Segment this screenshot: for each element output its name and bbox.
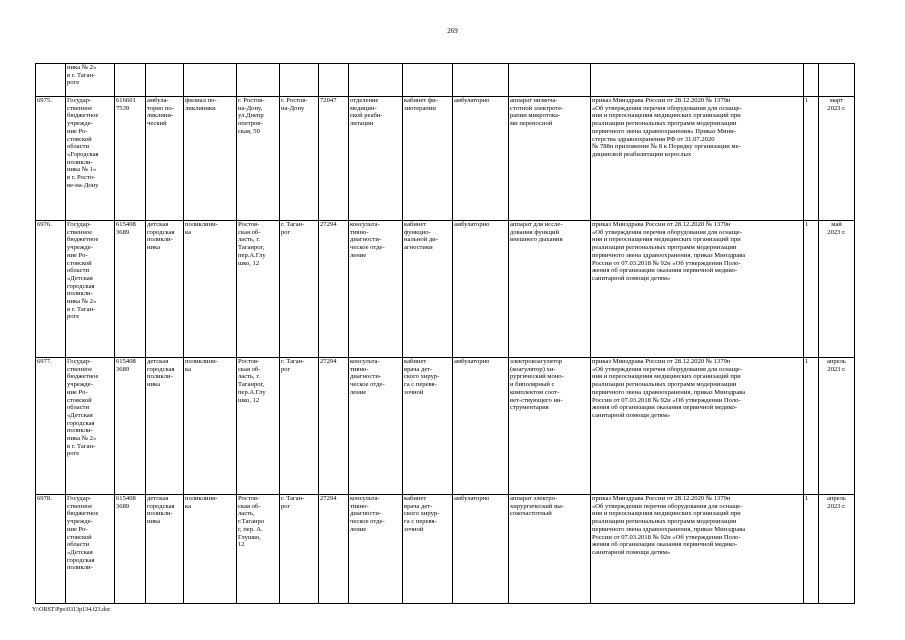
table-row (36, 358, 855, 495)
cell-index: 6976. (36, 221, 66, 358)
cell-equipment: аппарат электро- хирургический вы- сокочастотный (509, 495, 591, 604)
cell-legal-basis: приказ Минздрава России от 28.12.2020 № 1379н «Об утверждения перечня оборудования для оснаще- ния и переоснащения медицинских организаций при реализации региональных программ модернизации первичного звена здравоохранения» Приказ Мини- стерства здравоохранения РФ от 31.07.2020 № 788н приложение № 8 к Порядку организации ме- дицинской реабилитации взрослых (591, 97, 804, 221)
cell-city: г. Таган- рог (280, 495, 319, 604)
cell-department: консульта- тивно- диагности- ческое отде- ление (349, 358, 403, 495)
cell-date: апрель 2023 г. (819, 358, 855, 495)
cell-care-type: детская городская поликли- ника (146, 495, 184, 604)
cell-conditions: амбулаторно (453, 358, 509, 495)
cell-subdivision: поликлини- ка (184, 358, 237, 495)
cell-legal-basis: приказ Минздрава России от 28.12.2020 № 1379н «Об утверждении перечня оборудования для оснаще- ния и переоснащения медицинских организаций при реализации региональных программ модернизации первичного звена здравоохранения, приказ Минздрава России от 07.03.2018 № 92н «Об утверждении Поло- жения об организации оказания первичной медико- санитарной помощи детям» (591, 495, 804, 604)
cell-inn: 615408 3689 (115, 358, 146, 495)
table-row-continuation (36, 64, 855, 97)
cell-legal-basis: приказ Минздрава России от 28.12.2020 № 1379н «Об утверждения перечня оборудования для оснаще- ния и переоснащения медицинских организаций при реализации региональных программ модернизации первичного звена здравоохранения, приказ Минздрава России от 07.03.2018 № 92н «Об утверждении Поло- жения об организации оказания первичной медико- санитарной помощи детям» (591, 358, 804, 495)
page-number: 269 (447, 27, 458, 35)
cell-room: кабинет врача дет- ского хирур- га с перевя- зочной (403, 358, 453, 495)
cell-code: 27294 (319, 495, 349, 604)
cell-equipment: электрокоагулятор (коагулятор) хи- рургический моно- и биполярный с комплектом соот- вет-ствующего ин- струментария (509, 358, 591, 495)
cell-address: Ростов- ская об- ласть, г.Таганро г, пер. А. Глушко, 12 (237, 495, 280, 604)
cell-care-type: детская городская поликли- ника (146, 358, 184, 495)
cell-department: консульта- тивно- диагности- ческое отде- ление (349, 221, 403, 358)
cell-address: г. Ростов- на-Дону, ул.Днепр опетров- ская, 50 (237, 97, 280, 221)
cell-date: апрель 2023 г. (819, 495, 855, 604)
table-row (36, 97, 855, 221)
cell-address: Ростов- ская об- ласть, г. Таганрог, пер.А.Глу шко, 12 (237, 221, 280, 358)
cell-index: 6975. (36, 97, 66, 221)
cell-quantity: 1 (804, 495, 819, 604)
cell-room: кабинет врача дет- ского хирур- га с перевя- зочной (403, 495, 453, 604)
cell-organization: Государ- ственное бюджетное учрежде- ние Ро- стовской области «Городская поликли- ника № 1» в г. Росто- ве-на-Дону (66, 97, 115, 221)
cell-conditions: амбулаторно (453, 495, 509, 604)
cell-organization: Государ- ственное бюджетное учрежде- ние Ро- стовской области «Детская городская поликли- (66, 495, 115, 604)
cell-subdivision: поликлини- ка (184, 495, 237, 604)
cell-code: 72047 (319, 97, 349, 221)
cell-code: 27294 (319, 221, 349, 358)
cell-inn: 616601 7539 (115, 97, 146, 221)
cell-room: кабинет фи- зиотерапии (403, 97, 453, 221)
footer-file-path: Y:\ORST\Ppo\0313p134.f23.doc (32, 607, 111, 613)
cell-inn: 615408 3689 (115, 221, 146, 358)
cell-index: 6977. (36, 358, 66, 495)
cell-subdivision: филиал по- ликлиники (184, 97, 237, 221)
cell-department: консульта- тивно- диагности- ческое отде- ление (349, 495, 403, 604)
cell-city: г. Ростов- на-Дону (280, 97, 319, 221)
cell-quantity: 1 (804, 358, 819, 495)
cell-department: отделение медицин- ской реаби- литации (349, 97, 403, 221)
cell-room: кабинет функцио- нальной ди- агностики (403, 221, 453, 358)
cell-inn: 615408 3689 (115, 495, 146, 604)
cell-organization: ника № 2» в г. Таган- роге (66, 64, 115, 97)
cell-index: 6978. (36, 495, 66, 604)
cell-equipment: аппарат для иссле- дования функций внешнего дыхания (509, 221, 591, 358)
table-row (36, 495, 855, 604)
cell-quantity: 1 (804, 221, 819, 358)
cell-conditions: амбулаторно (453, 97, 509, 221)
cell-legal-basis: приказ Минздрава России от 28.12.2020 № 1379н «Об утверждения перечня оборудования для оснаще- ния и переоснащения медицинских организаций при реализации региональных программ модернизации первичного звена здравоохранения, приказ Минздрава России от 07.03.2018 № 92н «Об утверждении Поло- жения об организации оказания первичной медико- санитарной помощи детям» (591, 221, 804, 358)
cell-organization: Государ- ственное бюджетное учрежде- ние Ро- стовской области «Детская городская поликли- ника № 2» в г. Таган- роге (66, 358, 115, 495)
cell-conditions: амбулаторно (453, 221, 509, 358)
cell-care-type: детская городская поликли- ника (146, 221, 184, 358)
cell-care-type: амбула- торно по- ликлини- ческий (146, 97, 184, 221)
cell-organization: Государ- ственное бюджетное учрежде- ние Ро- стовской области «Детская городская поликли- ника № 2» в г. Таган- роге (66, 221, 115, 358)
cell-address: Ростов- ская об- ласть, г. Таганрог, пер.А.Глу шко, 12 (237, 358, 280, 495)
cell-date: май 2023 г. (819, 221, 855, 358)
cell-city: г. Таган- рог (280, 221, 319, 358)
cell-quantity: 1 (804, 97, 819, 221)
cell-code: 27294 (319, 358, 349, 495)
cell-index (36, 64, 66, 97)
table-row (36, 221, 855, 358)
cell-date: март 2023 г. (819, 97, 855, 221)
cell-city: г. Таган- рог (280, 358, 319, 495)
cell-subdivision: поликлини- ка (184, 221, 237, 358)
equipment-registry-table (35, 63, 855, 604)
cell-equipment: аппарат низкоча- стотной электроте- рапии микротока- ми переносной (509, 97, 591, 221)
